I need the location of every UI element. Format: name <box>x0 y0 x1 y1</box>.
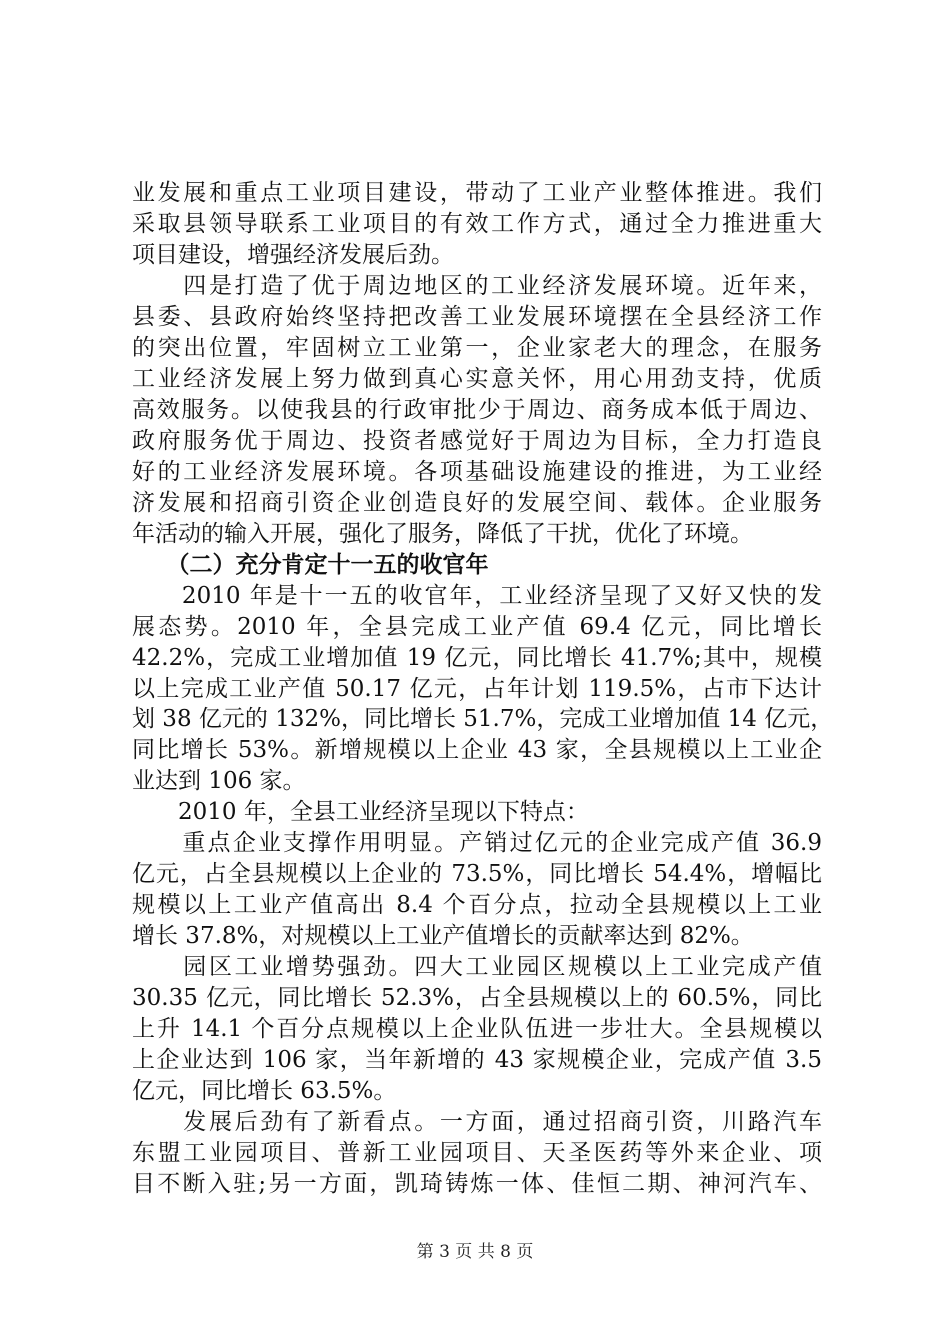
text-line: 展态势。2010 年，全县完成工业产值 69.4 亿元，同比增长 <box>132 613 822 640</box>
text-line: 以上完成工业产值 50.17 亿元，占年计划 119.5%，占市下达计 <box>132 675 822 702</box>
text-line: 上企业达到 106 家，当年新增的 43 家规模企业，完成产值 3.5 <box>132 1047 822 1074</box>
text-line: 园区工业增势强劲。四大工业园区规模以上工业完成产值 <box>132 954 822 981</box>
text-line: 发展后劲有了新看点。一方面，通过招商引资，川路汽车 <box>132 1109 822 1136</box>
text-line: 项目建设，增强经济发展后劲。 <box>132 241 454 268</box>
text-line: 政府服务优于周边、投资者感觉好于周边为目标，全力打造良 <box>132 427 822 454</box>
page-footer: 第 3 页 共 8 页 <box>416 1242 534 1262</box>
text-line: 好的工业经济发展环境。各项基础设施建设的推进，为工业经 <box>132 458 822 485</box>
text-line: 年活动的输入开展，强化了服务，降低了干扰，优化了环境。 <box>132 520 753 547</box>
text-line: 目不断入驻;另一方面，凯琦铸炼一体、佳恒二期、神河汽车、 <box>132 1171 822 1198</box>
text-line: 亿元，占全县规模以上企业的 73.5%，同比增长 54.4%，增幅比 <box>132 861 822 888</box>
text-line: 采取县领导联系工业项目的有效工作方式，通过全力推进重大 <box>132 210 822 237</box>
text-line: 业达到 106 家。 <box>132 768 306 795</box>
text-line: 重点企业支撑作用明显。产销过亿元的企业完成产值 36.9 <box>132 830 822 857</box>
text-line: 工业经济发展上努力做到真心实意关怀，用心用劲支持，优质 <box>132 365 822 392</box>
text-line: 亿元，同比增长 63.5%。 <box>132 1078 397 1105</box>
section-heading: （二）充分肯定十一五的收官年 <box>132 551 489 578</box>
text-line: 济发展和招商引资企业创造良好的发展空间、载体。企业服务 <box>132 489 822 516</box>
text-line: 划 38 亿元的 132%，同比增长 51.7%，完成工业增加值 14 亿元， <box>132 706 834 733</box>
text-line: 上升 14.1 个百分点规模以上企业队伍进一步壮大。全县规模以 <box>132 1016 822 1043</box>
text-line: 42.2%，完成工业增加值 19 亿元，同比增长 41.7%;其中，规模 <box>132 644 822 671</box>
text-line: 业发展和重点工业项目建设，带动了工业产业整体推进。我们 <box>132 180 822 206</box>
text-line: 县委、县政府始终坚持把改善工业发展环境摆在全县经济工作 <box>132 303 822 330</box>
text-line: 东盟工业园项目、普新工业园项目、天圣医药等外来企业、项 <box>132 1140 822 1167</box>
text-line: 30.35 亿元，同比增长 52.3%，占全县规模以上的 60.5%，同比 <box>132 985 822 1012</box>
text-line: 高效服务。以使我县的行政审批少于周边、商务成本低于周边、 <box>132 396 822 423</box>
text-line: 规模以上工业产值高出 8.4 个百分点，拉动全县规模以上工业 <box>132 892 822 919</box>
text-line: 同比增长 53%。新增规模以上企业 43 家，全县规模以上工业企 <box>132 737 822 764</box>
text-line: 2010 年是十一五的收官年，工业经济呈现了又好又快的发 <box>132 582 822 609</box>
text-line: 的突出位置，牢固树立工业第一，企业家老大的理念，在服务 <box>132 334 822 361</box>
text-line: 2010 年，全县工业经济呈现以下特点： <box>132 799 589 826</box>
text-line: 四是打造了优于周边地区的工业经济发展环境。近年来， <box>132 272 822 299</box>
text-line: 增长 37.8%，对规模以上工业产值增长的贡献率达到 82%。 <box>132 923 754 950</box>
